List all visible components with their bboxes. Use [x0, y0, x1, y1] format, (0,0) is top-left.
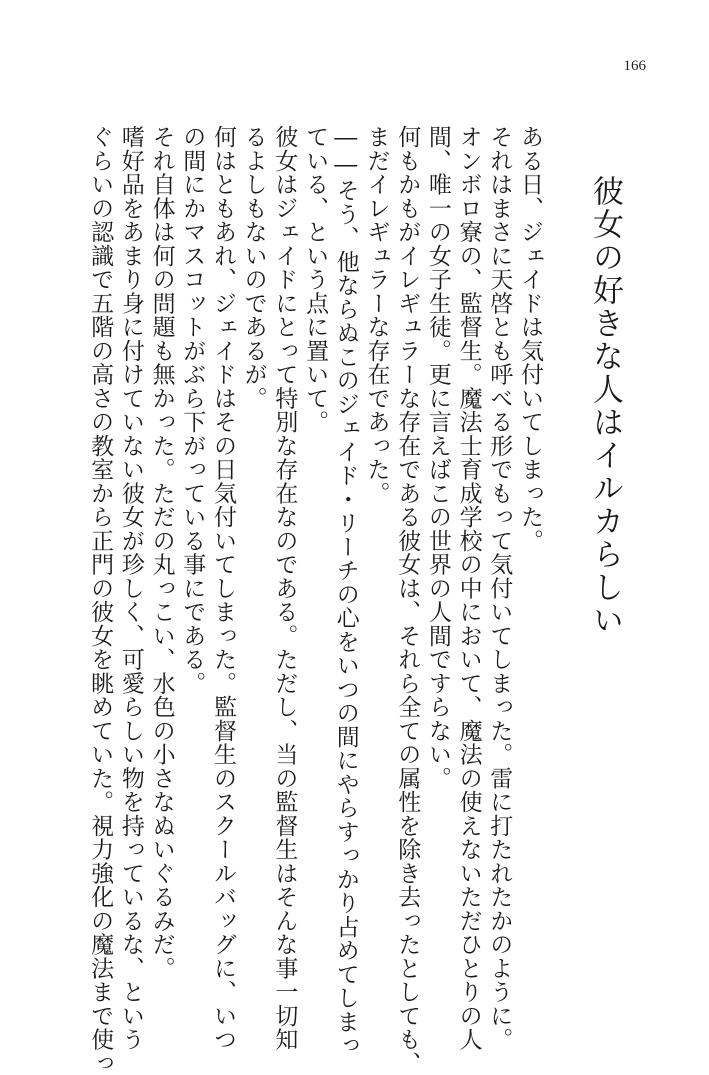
text-line: 何はともあれ、ジェイドはその日気付いてしまった。監督生のスクールバッグに、いつ — [209, 125, 236, 1052]
text-line: ――そう、他ならぬこのジェイド・リーチの心をいつの間にやらすっかり占めてしまっ — [332, 125, 359, 1058]
text-line: ある日、ジェイドは気付いてしまった。 — [517, 125, 543, 553]
text-line: ている、という点に置いて。 — [302, 125, 329, 434]
text-line: 間、唯一の女子生徒。更に言えばこの世界の人間ですらない。 — [424, 125, 451, 790]
body-text — [87, 125, 545, 1075]
text-line: まだイレギュラーな存在であった。 — [363, 125, 390, 505]
text-line: それはまさに天啓とも呼べる形でもって気付いてしまった。雷に打たれたかのように。 — [486, 125, 513, 1052]
text-line: オンボロ寮の、監督生。魔法士育成学校の中において、魔法の使えないただひとりの人 — [455, 125, 482, 1052]
text-line: 何もかもがイレギュラーな存在である彼女は、それら全ての属性を除き去ったとしても、 — [394, 125, 421, 1075]
text-line: ぐらいの認識で五階の高さの教室から正門の彼女を眺めていた。視力強化の魔法まで使っ — [87, 125, 114, 1075]
text-line: るよしもないのであるが。 — [240, 125, 267, 410]
page-number: 166 — [623, 58, 646, 74]
text-line: の間にかマスコットがぶら下がっている事にである。 — [179, 125, 206, 695]
text-line: 嗜好品をあまり身に付けていない彼女が珍しく、可愛らしい物を持っているな、という — [117, 125, 144, 1052]
text-line: それ自体は何の問題も無かった。ただの丸っこい、水色の小さなぬいぐるみだ。 — [148, 125, 175, 980]
text-line: 彼女はジェイドにとって特別な存在なのである。ただし、当の監督生はそんな事一切知 — [271, 125, 298, 1052]
chapter-title: 彼女の好きな人はイルカらしい — [587, 175, 623, 637]
